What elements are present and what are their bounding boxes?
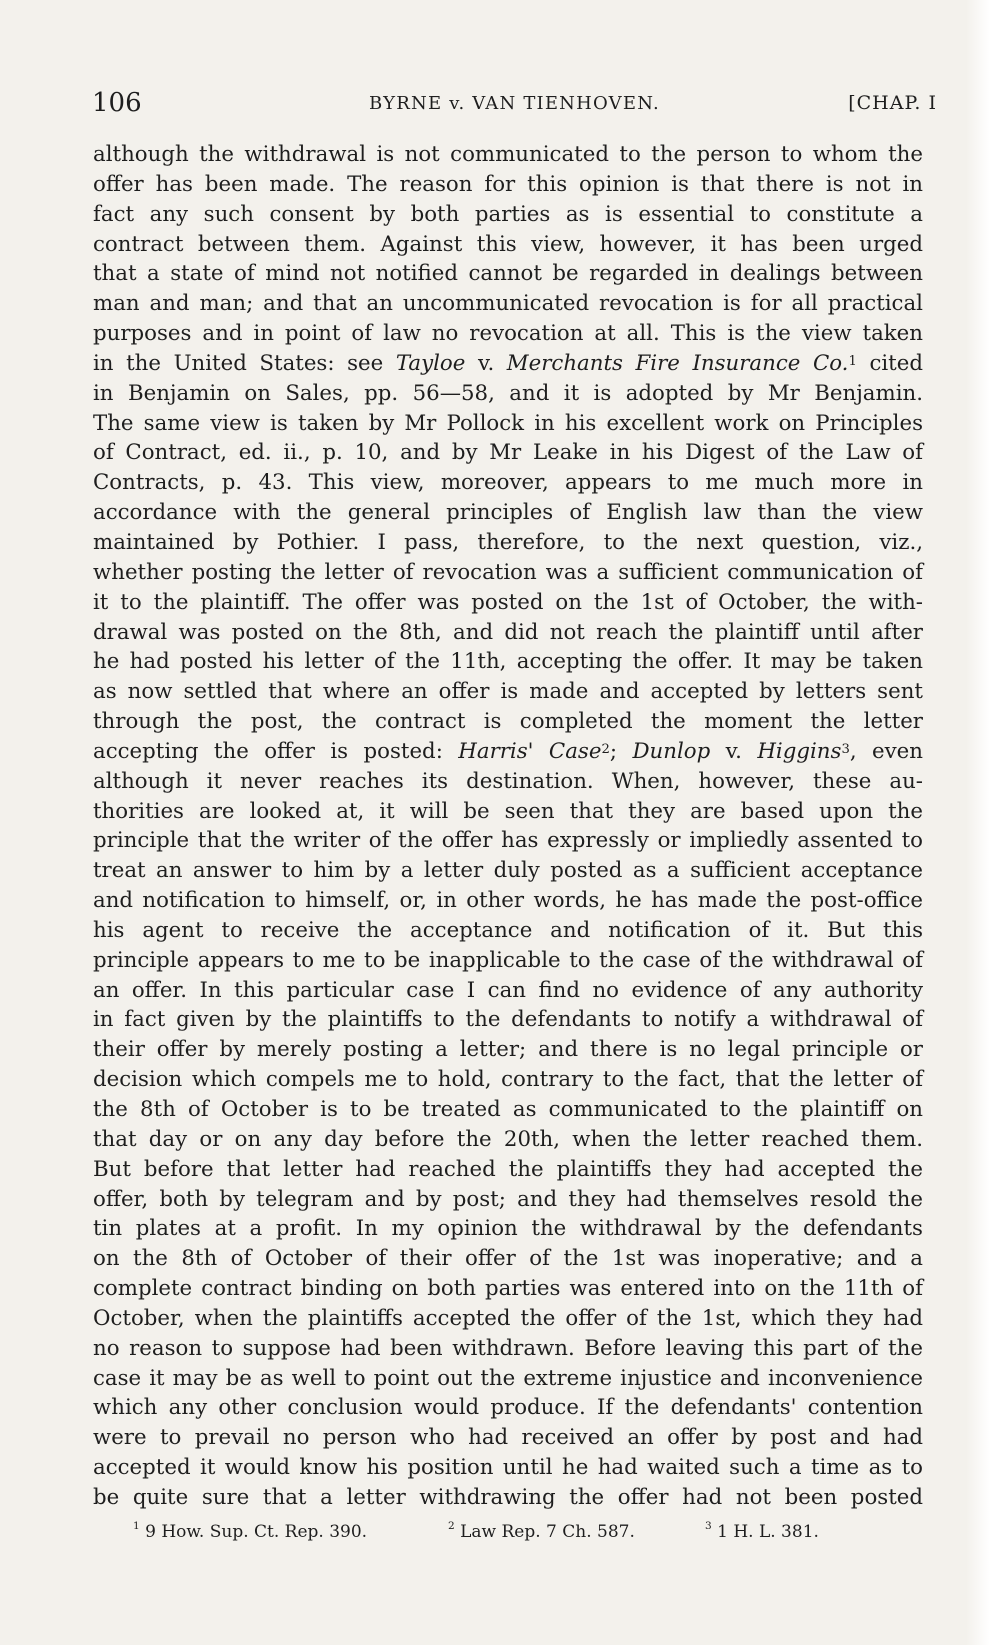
case-citation: Higgins [757, 738, 842, 764]
text-line: accordance with the general principles of English law than the view [93, 500, 923, 526]
text-line: in fact given by the plaintiffs to the defendants to notify a withdrawal of [93, 1007, 923, 1033]
case-citation: Harris' Case [458, 738, 602, 764]
text-line: tin plates at a profit. In my opinion the withdrawal by the defendants [93, 1216, 923, 1242]
footnote [448, 1522, 635, 1542]
text-line: Contracts, p. 43. This view, moreover, appears to me much more in [93, 470, 923, 496]
text-line: complete contract binding on both parties was entered into on the 11th of [93, 1276, 923, 1302]
text-line: which any other conclusion would produce. If the defendants' contention [93, 1395, 923, 1421]
case-citation: Merchants Fire Insurance Co. [506, 350, 849, 376]
text-line: in Benjamin on Sales, pp. 56—58, and it is adopted by Mr Benjamin. [93, 380, 923, 406]
running-title: BYRNE v. VAN TIENHOVEN. [369, 93, 660, 114]
text-line: The same view is taken by Mr Pollock in his excellent work on Principles [93, 410, 923, 436]
text-line: offer has been made. The reason for this opinion is that there is not in [93, 171, 923, 197]
text-line: that day or on any day before the 20th, when the letter reached them. [93, 1126, 923, 1152]
text-line: treat an answer to him by a letter duly posted as a sufficient acceptance [93, 858, 923, 884]
footnote-text: 1 H. L. 381. [711, 1522, 819, 1542]
text-line: man and man; and that an uncommunicated revocation is for all practical [93, 291, 923, 317]
footnote-ref: 3 [841, 741, 850, 757]
text-line: although the withdrawal is not communicated to the person to whom the [93, 142, 923, 167]
text-line: an offer. In this particular case I can find no evidence of any authority [93, 977, 923, 1003]
text-line: of Contract, ed. ii., p. 10, and by Mr Leake in his Digest of the Law of [93, 440, 923, 466]
footnote-mark: 3 [705, 1520, 712, 1532]
footnote-text: 9 How. Sup. Ct. Rep. 390. [139, 1522, 368, 1542]
footnote-ref: 1 [848, 353, 857, 369]
text-line: his agent to receive the acceptance and notification of it. But this [93, 917, 923, 943]
page-edge-shadow [966, 0, 990, 1645]
chapter-label: [CHAP. I [848, 92, 937, 114]
footnotes [93, 1522, 923, 1550]
text-line: drawal was posted on the 8th, and did not reach the plaintiff until after [93, 619, 923, 645]
text-line: contract between them. Against this view, however, it has been urged [93, 231, 923, 257]
text-line: purposes and in point of law no revocation at all. This is the view taken [93, 321, 923, 347]
page-header [92, 84, 937, 124]
text-line: and notification to himself, or, in other words, he has made the post-office [93, 888, 923, 914]
text-line: he had posted his letter of the 11th, accepting the offer. It may be taken [93, 649, 923, 675]
text-line: principle appears to me to be inapplicable to the case of the withdrawal of [93, 947, 923, 973]
body-text [93, 140, 923, 1513]
text-line: in the United States: see Tayloe v. Merchants Fire Insurance Co.$^1$ cited [93, 350, 923, 376]
text-line: principle that the writer of the offer has expressly or impliedly assented to [93, 828, 923, 854]
text-line: thorities are looked at, it will be seen that they are based upon the [93, 798, 923, 824]
page-number: 106 [92, 88, 142, 118]
text-line: whether posting the letter of revocation was a sufficient communication of [93, 559, 923, 585]
text-line: although it never reaches its destination. When, however, these au- [93, 768, 923, 794]
text-line: the 8th of October is to be treated as communicated to the plaintiff on [93, 1097, 923, 1122]
text-line: no reason to suppose had been withdrawn. Before leaving this part of the [93, 1335, 923, 1361]
footnote-text: Law Rep. 7 Ch. 587. [454, 1522, 635, 1542]
text-line: decision which compels me to hold, contrary to the fact, that the letter of [93, 1067, 923, 1093]
text-line: offer, both by telegram and by post; and they had themselves resold the [93, 1186, 923, 1212]
footnote [133, 1522, 367, 1542]
text-line: case it may be as well to point out the extreme injustice and inconvenience [93, 1365, 923, 1391]
text-line: be quite sure that a letter withdrawing the offer had not been posted [93, 1484, 923, 1510]
text-line: through the post, the contract is completed the moment the letter [93, 709, 923, 735]
footnote-mark: 2 [448, 1520, 455, 1532]
text-line: it to the plaintiff. The offer was posted on the 1st of October, the with- [93, 589, 923, 615]
text-line: were to prevail no person who had received an offer by post and had [93, 1425, 923, 1451]
text-line: October, when the plaintiffs accepted the offer of the 1st, which they had [93, 1305, 923, 1331]
footnote [705, 1522, 819, 1542]
case-citation: Dunlop [632, 738, 711, 764]
footnote-mark: 1 [133, 1520, 140, 1532]
text-line: on the 8th of October of their offer of the 1st was inoperative; and a [93, 1246, 923, 1272]
text-line: accepting the offer is posted: Harris' Case$^2$; Dunlop v. Higgins$^3$, even [93, 738, 923, 764]
text-line: fact any such consent by both parties as is essential to constitute a [93, 201, 923, 227]
text-line: But before that letter had reached the plaintiffs they had accepted the [93, 1156, 923, 1182]
case-citation: Tayloe [395, 350, 466, 376]
footnote-ref: 2 [601, 741, 610, 757]
text-line: as now settled that where an offer is made and accepted by letters sent [93, 679, 923, 705]
text-line: maintained by Pothier. I pass, therefore, to the next question, viz., [93, 529, 923, 555]
text-line: their offer by merely posting a letter; and there is no legal principle or [93, 1037, 923, 1063]
text-line: that a state of mind not notified cannot be regarded in dealings between [93, 261, 923, 287]
text-line: accepted it would know his position until he had waited such a time as to [93, 1455, 923, 1481]
